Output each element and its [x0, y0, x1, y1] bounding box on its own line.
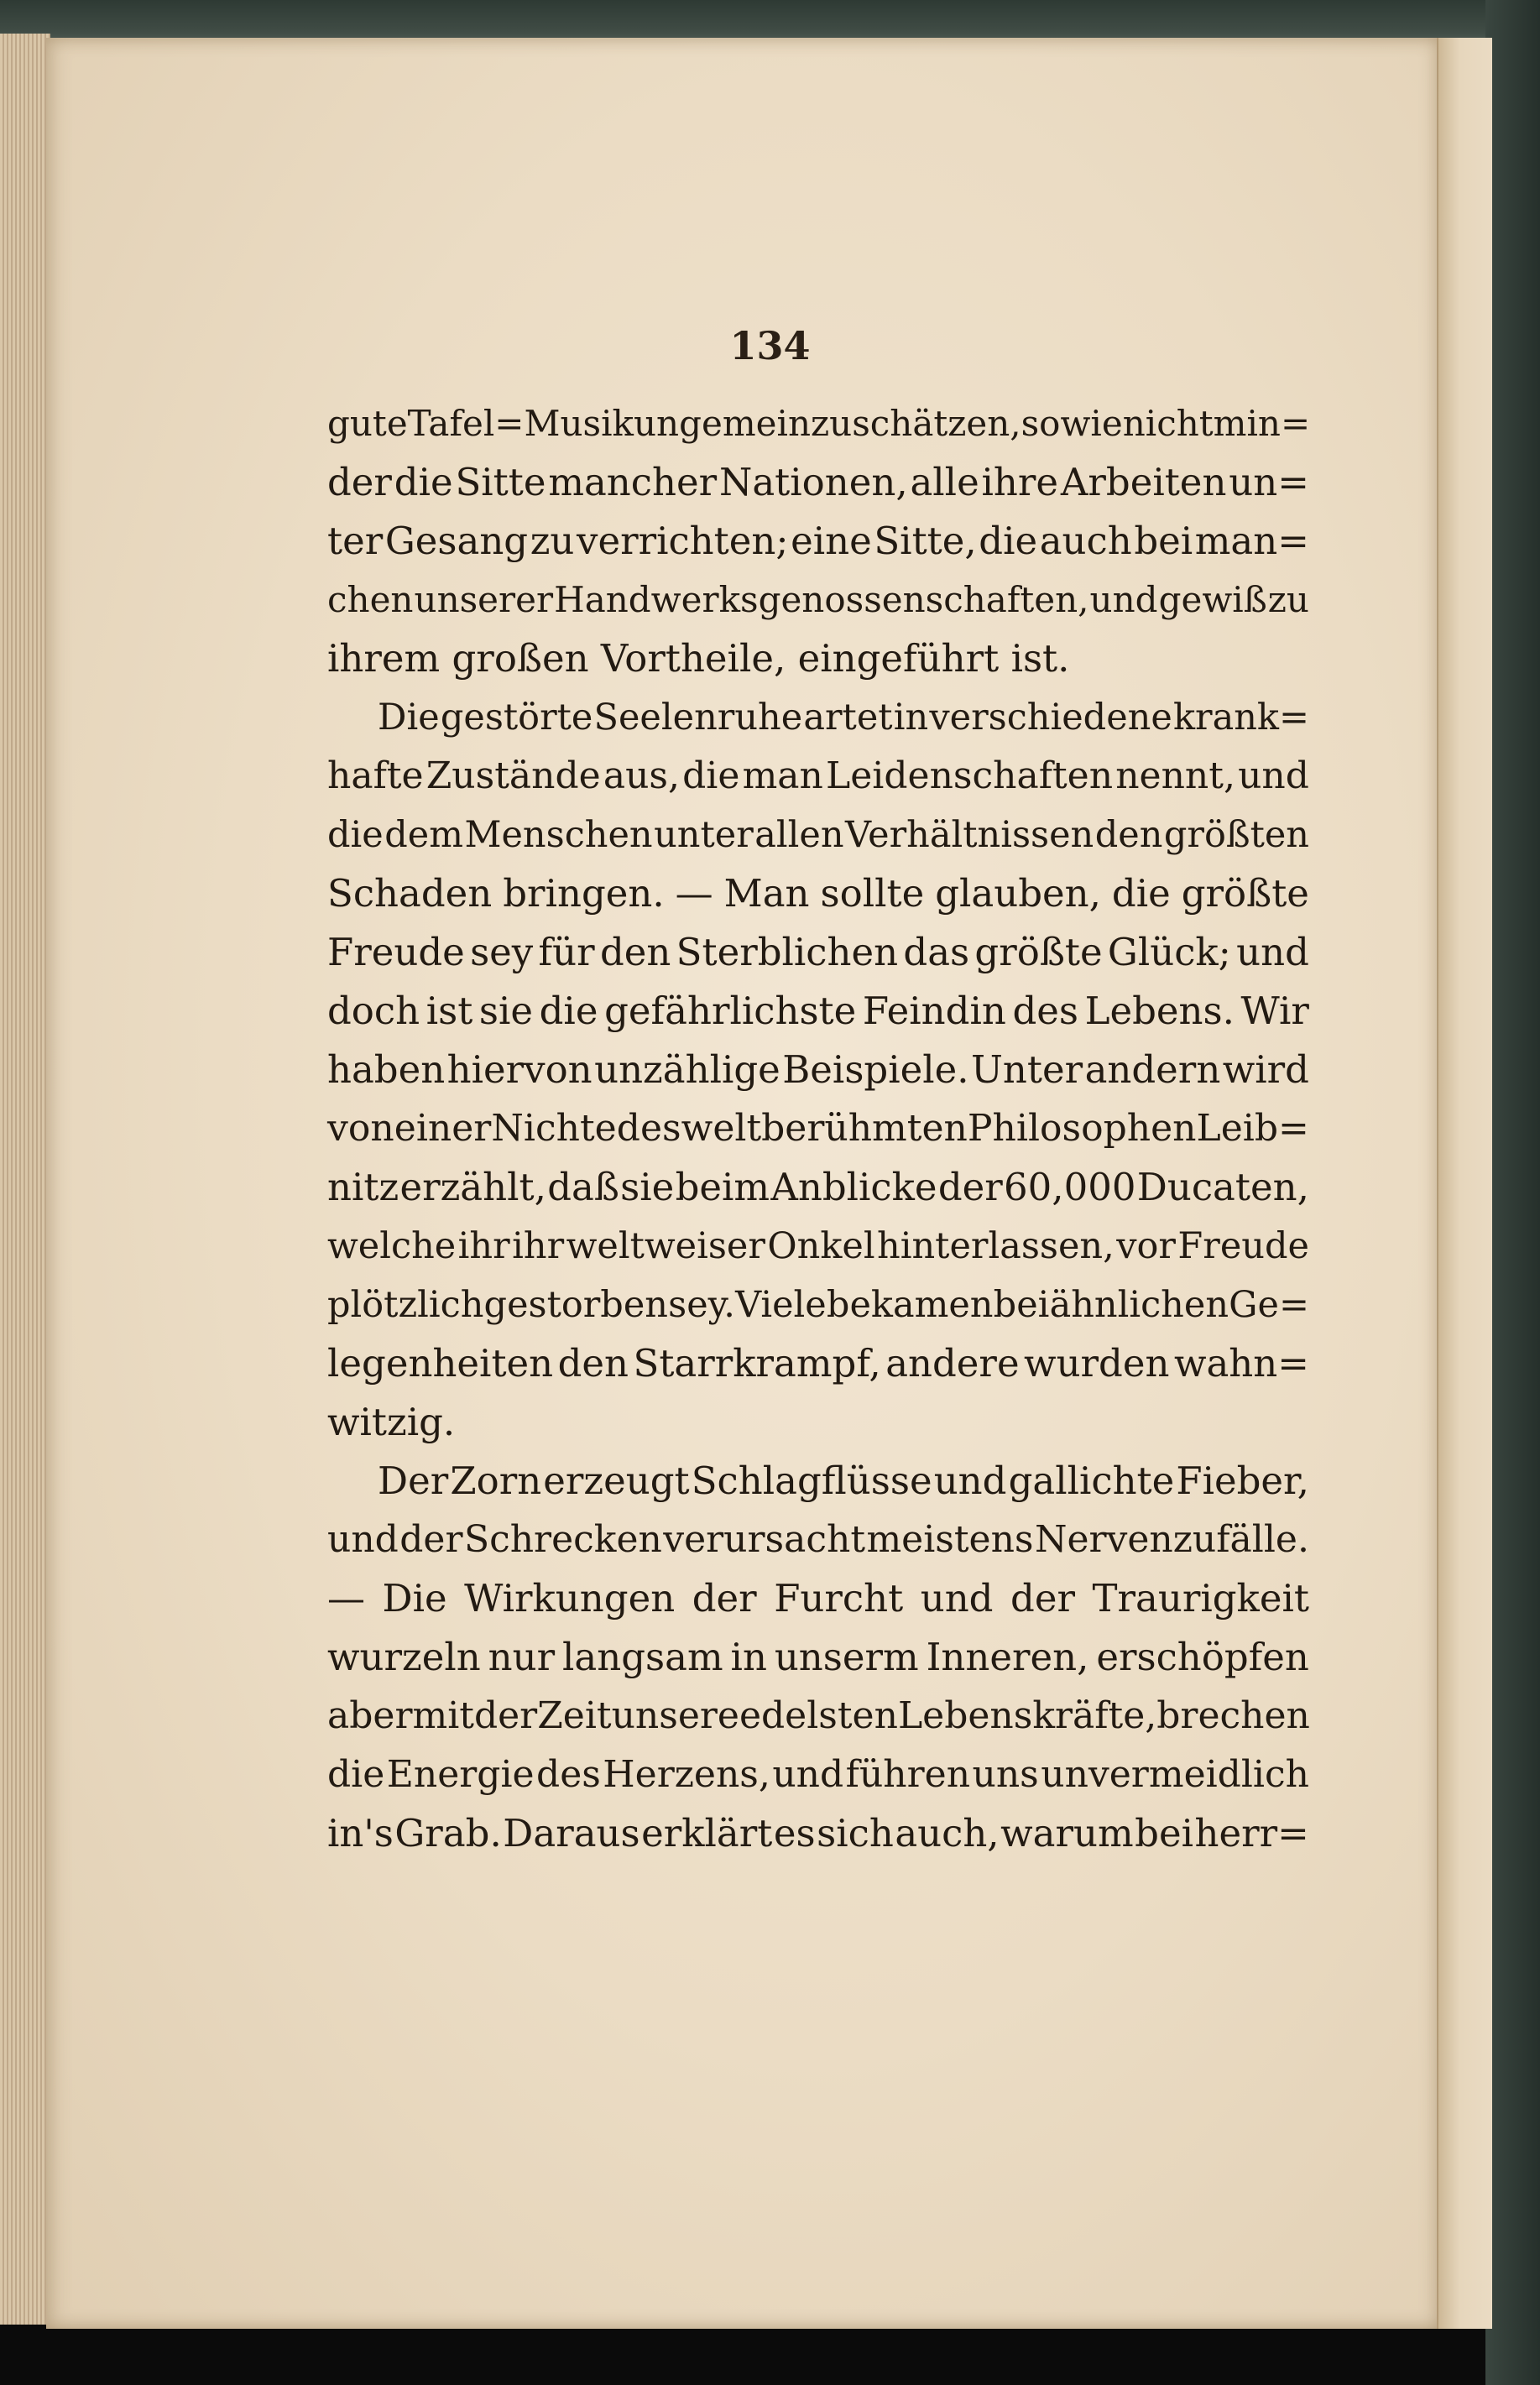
next-page-edge: [1437, 38, 1492, 2329]
text-line: — Die Wirkungen der Furcht und der Traurigkeit: [327, 1576, 1309, 1620]
text-line: von einer Nichte des weltberühmten Philosophen Leib=: [327, 1107, 1309, 1150]
text-line: witzig.: [327, 1400, 456, 1444]
page-number: 134: [729, 323, 811, 368]
text-line: der die Sitte mancher Nationen, alle ihre Arbeiten un=: [327, 460, 1309, 504]
text-line: hafte Zustände aus, die man Leidenschaften nennt, und: [327, 754, 1309, 797]
text-line: doch ist sie die gefährlichste Feindin des Lebens. Wir: [327, 989, 1309, 1033]
text-line: Der Zorn erzeugt Schlagflüsse und gallichte Fieber,: [378, 1459, 1309, 1503]
text-line: ter Gesang zu verrichten; eine Sitte, die auch bei man=: [327, 519, 1309, 563]
text-line: plötzlich gestorben sey. Viele bekamen bei ähnlichen Ge=: [327, 1284, 1309, 1326]
text-line: ihrem großen Vortheile, eingeführt ist.: [327, 636, 1070, 681]
text-line: Die gestörte Seelenruhe artet in verschiedene krank=: [378, 697, 1309, 738]
text-line: in's Grab. Daraus erklärt es sich auch, warum bei herr=: [327, 1811, 1309, 1855]
body-text: [327, 394, 1309, 1863]
page-stack-left-edge: [0, 34, 50, 2325]
text-line: legenheiten den Starrkrampf, andere wurden wahn=: [327, 1341, 1309, 1386]
text-line: chen unserer Handwerksgenossenschaften, und gewiß zu: [327, 579, 1309, 620]
text-line: aber mit der Zeit unsere edelsten Lebenskräfte, brechen: [327, 1694, 1310, 1737]
text-line: Freude sey für den Sterblichen das größte Glück; und: [327, 930, 1309, 974]
text-line: die Energie des Herzens, und führen uns unvermeidlich: [327, 1753, 1309, 1796]
text-line: wurzeln nur langsam in unserm Inneren, erschöpfen: [327, 1635, 1309, 1679]
text-line: nitz erzählt, daß sie beim Anblicke der 60,000 Ducaten,: [327, 1165, 1309, 1209]
text-line: die dem Menschen unter allen Verhältnissen den größten: [327, 814, 1309, 856]
text-line: welche ihr ihr weltweiser Onkel hinterlassen, vor Freude: [327, 1225, 1309, 1267]
text-line: gute Tafel=Musik ungemein zu schätzen, so wie nicht min=: [327, 403, 1311, 444]
text-line: haben hiervon unzählige Beispiele. Unter andern wird: [327, 1047, 1309, 1092]
text-line: und der Schrecken verursacht meistens Nervenzufälle.: [327, 1518, 1309, 1561]
text-line: Schaden bringen. — Man sollte glauben, die größte: [327, 871, 1309, 916]
